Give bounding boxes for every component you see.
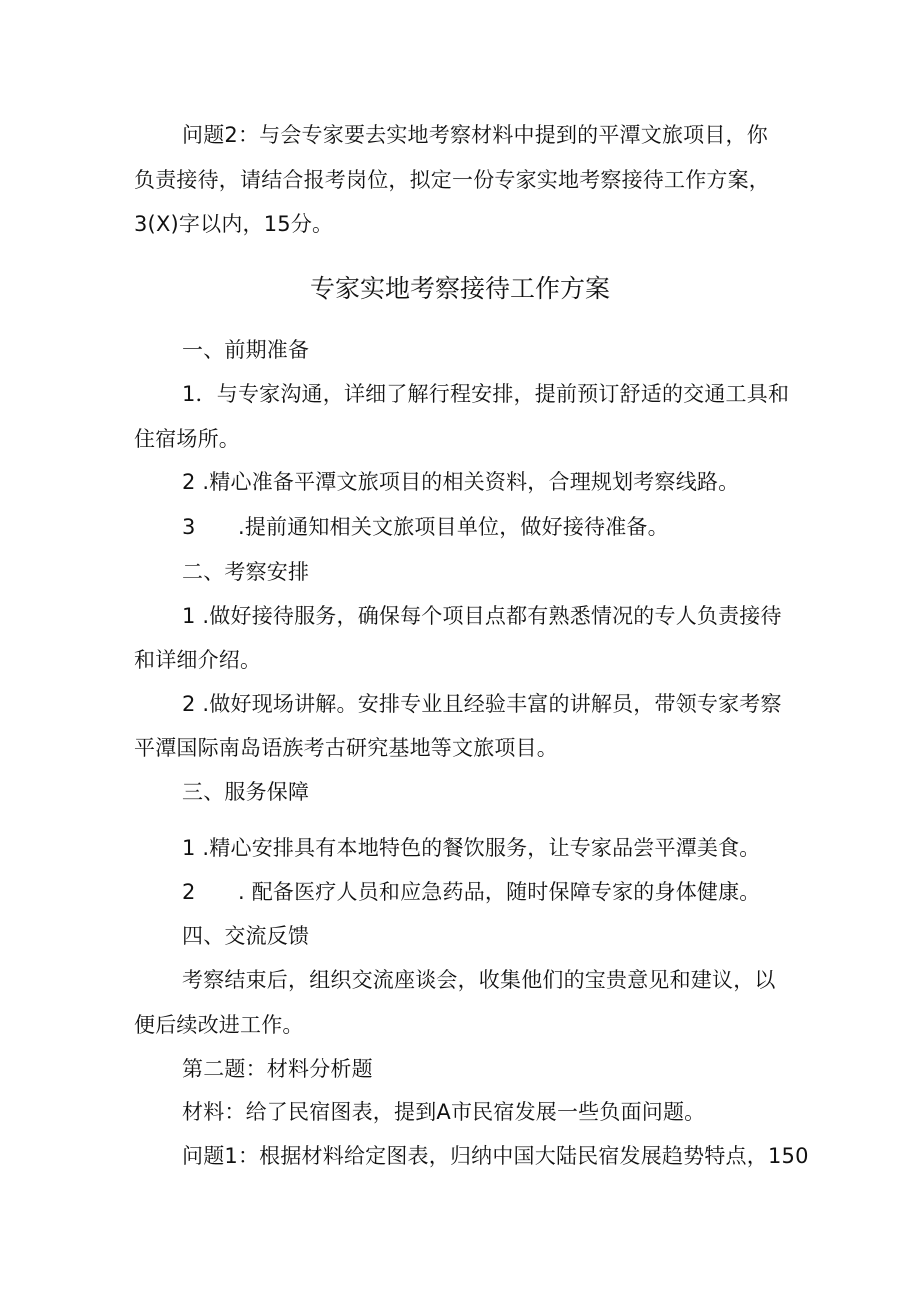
section1-item1-line2: 住宿场所。 (134, 427, 240, 451)
section4-paragraph-line2: 便后续改进工作。 (134, 1013, 304, 1037)
section2-heading: 二、考察安排 (182, 560, 310, 584)
document-title: 专家实地考察接待工作方案 (309, 274, 610, 303)
part2-material: 材料：给了民宿图表，提到A市民宿发展一些负面问题。 (182, 1100, 706, 1124)
question2-line-3: 3(X)字以内，15分。 (134, 212, 334, 236)
section3-item1: 1 .精心安排具有本地特色的餐饮服务，让专家品尝平潭美食。 (182, 836, 761, 860)
section1-heading: 一、前期准备 (182, 338, 310, 362)
section2-item1-line2: 和详细介绍。 (134, 648, 262, 672)
section1-item2: 2 .精心准备平潭文旅项目的相关资料，合理规划考察线路。 (182, 470, 740, 494)
section1-item3: 3 .提前通知相关文旅项目单位，做好接待准备。 (182, 515, 669, 539)
question2-line-1: 问题2：与会专家要去实地考察材料中提到的平潭文旅项目，你 (182, 123, 768, 147)
section2-item2-line1: 2 .做好现场讲解。安排专业且经验丰富的讲解员，带领专家考察 (182, 692, 782, 716)
section2-item1-line1: 1 .做好接待服务，确保每个项目点都有熟悉情况的专人负责接待 (182, 604, 782, 628)
section4-heading: 四、交流反馈 (182, 924, 310, 948)
section1-item1-line1: 1．与专家沟通，详细了解行程安排，提前预订舒适的交通工具和 (182, 382, 790, 406)
section2-item2-line2: 平潭国际南岛语族考古研究基地等文旅项目。 (134, 736, 558, 760)
part2-question1: 问题1：根据材料给定图表，归纳中国大陆民宿发展趋势特点，150 (182, 1144, 809, 1168)
section3-item2: 2 . 配备医疗人员和应急药品，随时保障专家的身体健康。 (182, 880, 761, 904)
section3-heading: 三、服务保障 (182, 780, 310, 804)
part2-heading: 第二题：材料分析题 (182, 1057, 373, 1081)
section4-paragraph-line1: 考察结束后，组织交流座谈会，收集他们的宝贵意见和建议，以 (182, 968, 776, 992)
question2-line-2: 负责接待，请结合报考岗位，拟定一份专家实地考察接待工作方案， (134, 168, 770, 192)
